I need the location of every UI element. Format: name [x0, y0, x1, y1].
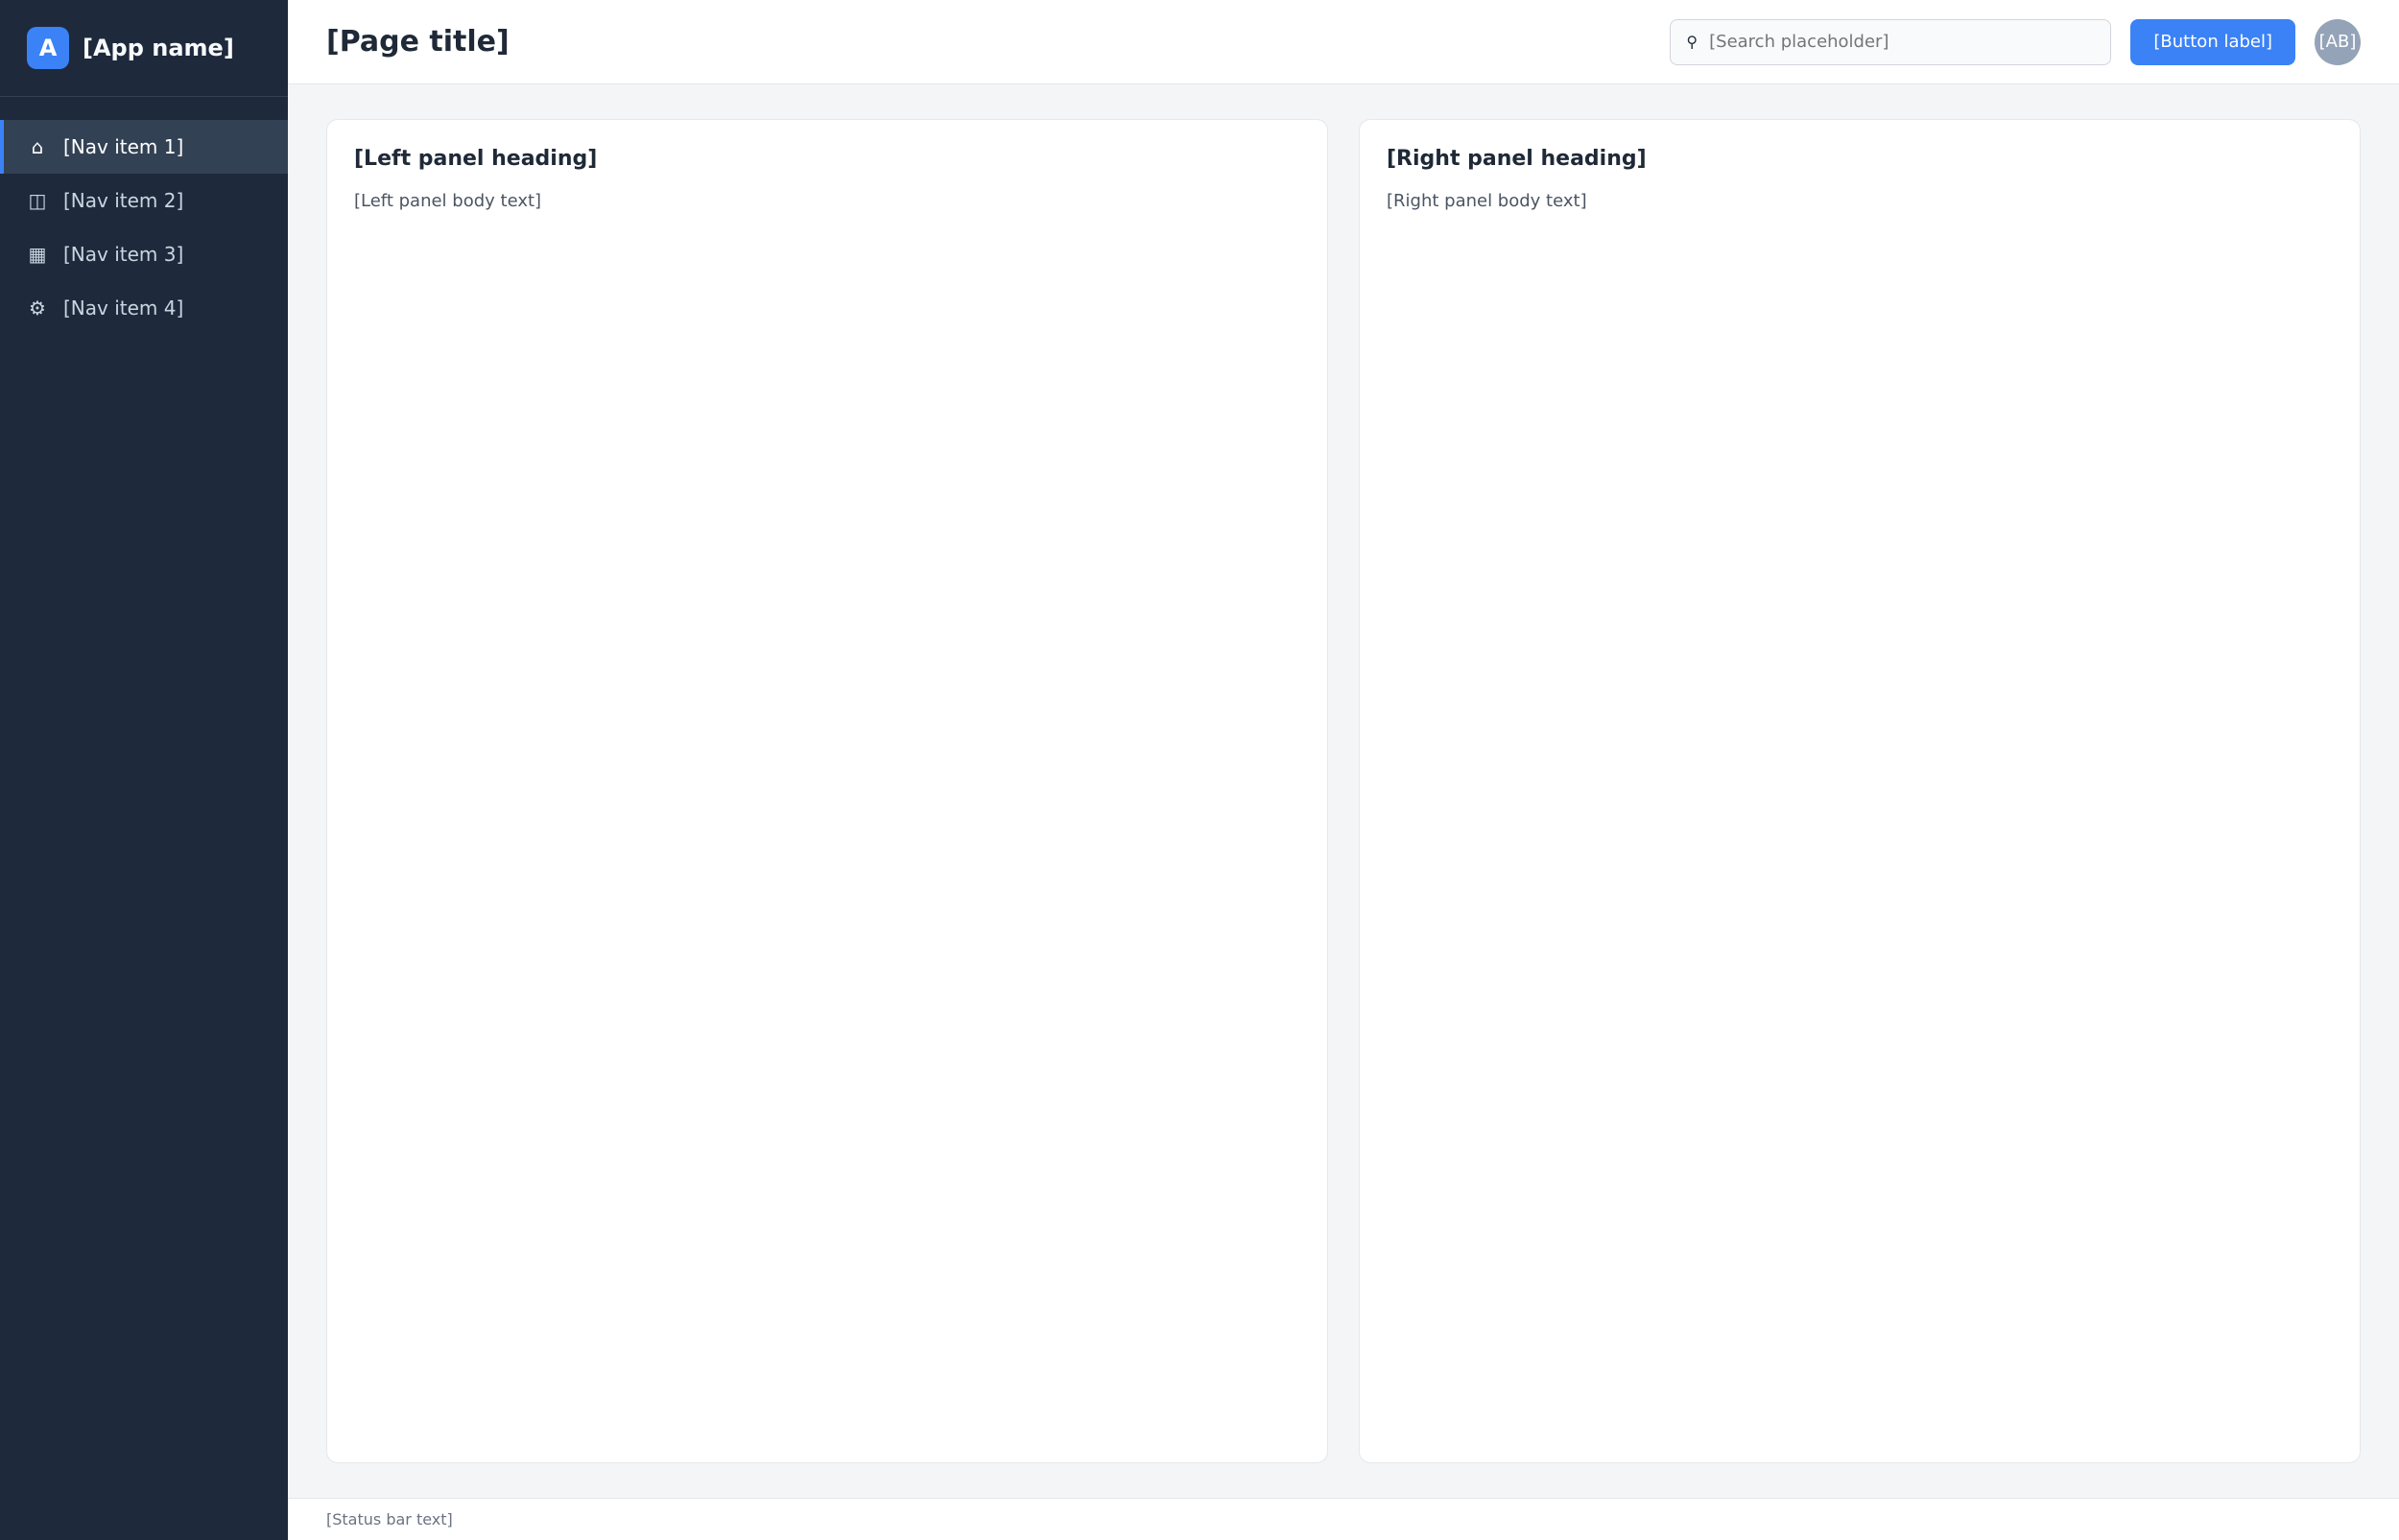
sidebar-item-label: [Nav item 1] — [63, 135, 184, 158]
app-name: [App name] — [83, 35, 234, 61]
content-card-right — [1359, 119, 2361, 1463]
status-text: [Status bar text] — [326, 1510, 453, 1528]
sidebar-item-label: [Nav item 4] — [63, 296, 184, 320]
card-title: [Left panel heading] — [354, 147, 598, 171]
sidebar-nav — [0, 120, 288, 335]
app-logo: A — [27, 27, 69, 69]
content — [288, 84, 2399, 1498]
content-card-left — [326, 119, 1328, 1463]
sidebar-item-4[interactable] — [0, 281, 288, 335]
search-icon: ⚲ — [1686, 33, 1698, 51]
gear-icon: ⚙ — [29, 296, 46, 320]
sidebar-item-label: [Nav item 3] — [63, 243, 184, 266]
search-input[interactable] — [1707, 31, 2095, 53]
chart-icon: ▦ — [28, 243, 47, 266]
card-body: [Left panel body text] — [354, 191, 542, 211]
folder-icon: ◫ — [28, 189, 47, 212]
brand — [0, 27, 288, 97]
primary-button[interactable]: [Button label] — [2130, 19, 2295, 65]
card-title: [Right panel heading] — [1387, 147, 1647, 171]
avatar[interactable]: [AB] — [2315, 19, 2361, 65]
sidebar-item-3[interactable] — [0, 227, 288, 281]
sidebar-item-label: [Nav item 2] — [63, 189, 184, 212]
main-area — [288, 0, 2399, 1540]
sidebar-item-1[interactable] — [0, 120, 288, 174]
card-body: [Right panel body text] — [1387, 191, 1587, 211]
sidebar-item-2[interactable] — [0, 174, 288, 227]
page-title: [Page title] — [326, 25, 510, 59]
search-box — [1670, 19, 2111, 65]
header — [288, 0, 2399, 84]
status-bar — [288, 1498, 2399, 1540]
header-actions — [1670, 19, 2361, 65]
home-icon: ⌂ — [31, 135, 44, 158]
sidebar — [0, 0, 288, 1540]
